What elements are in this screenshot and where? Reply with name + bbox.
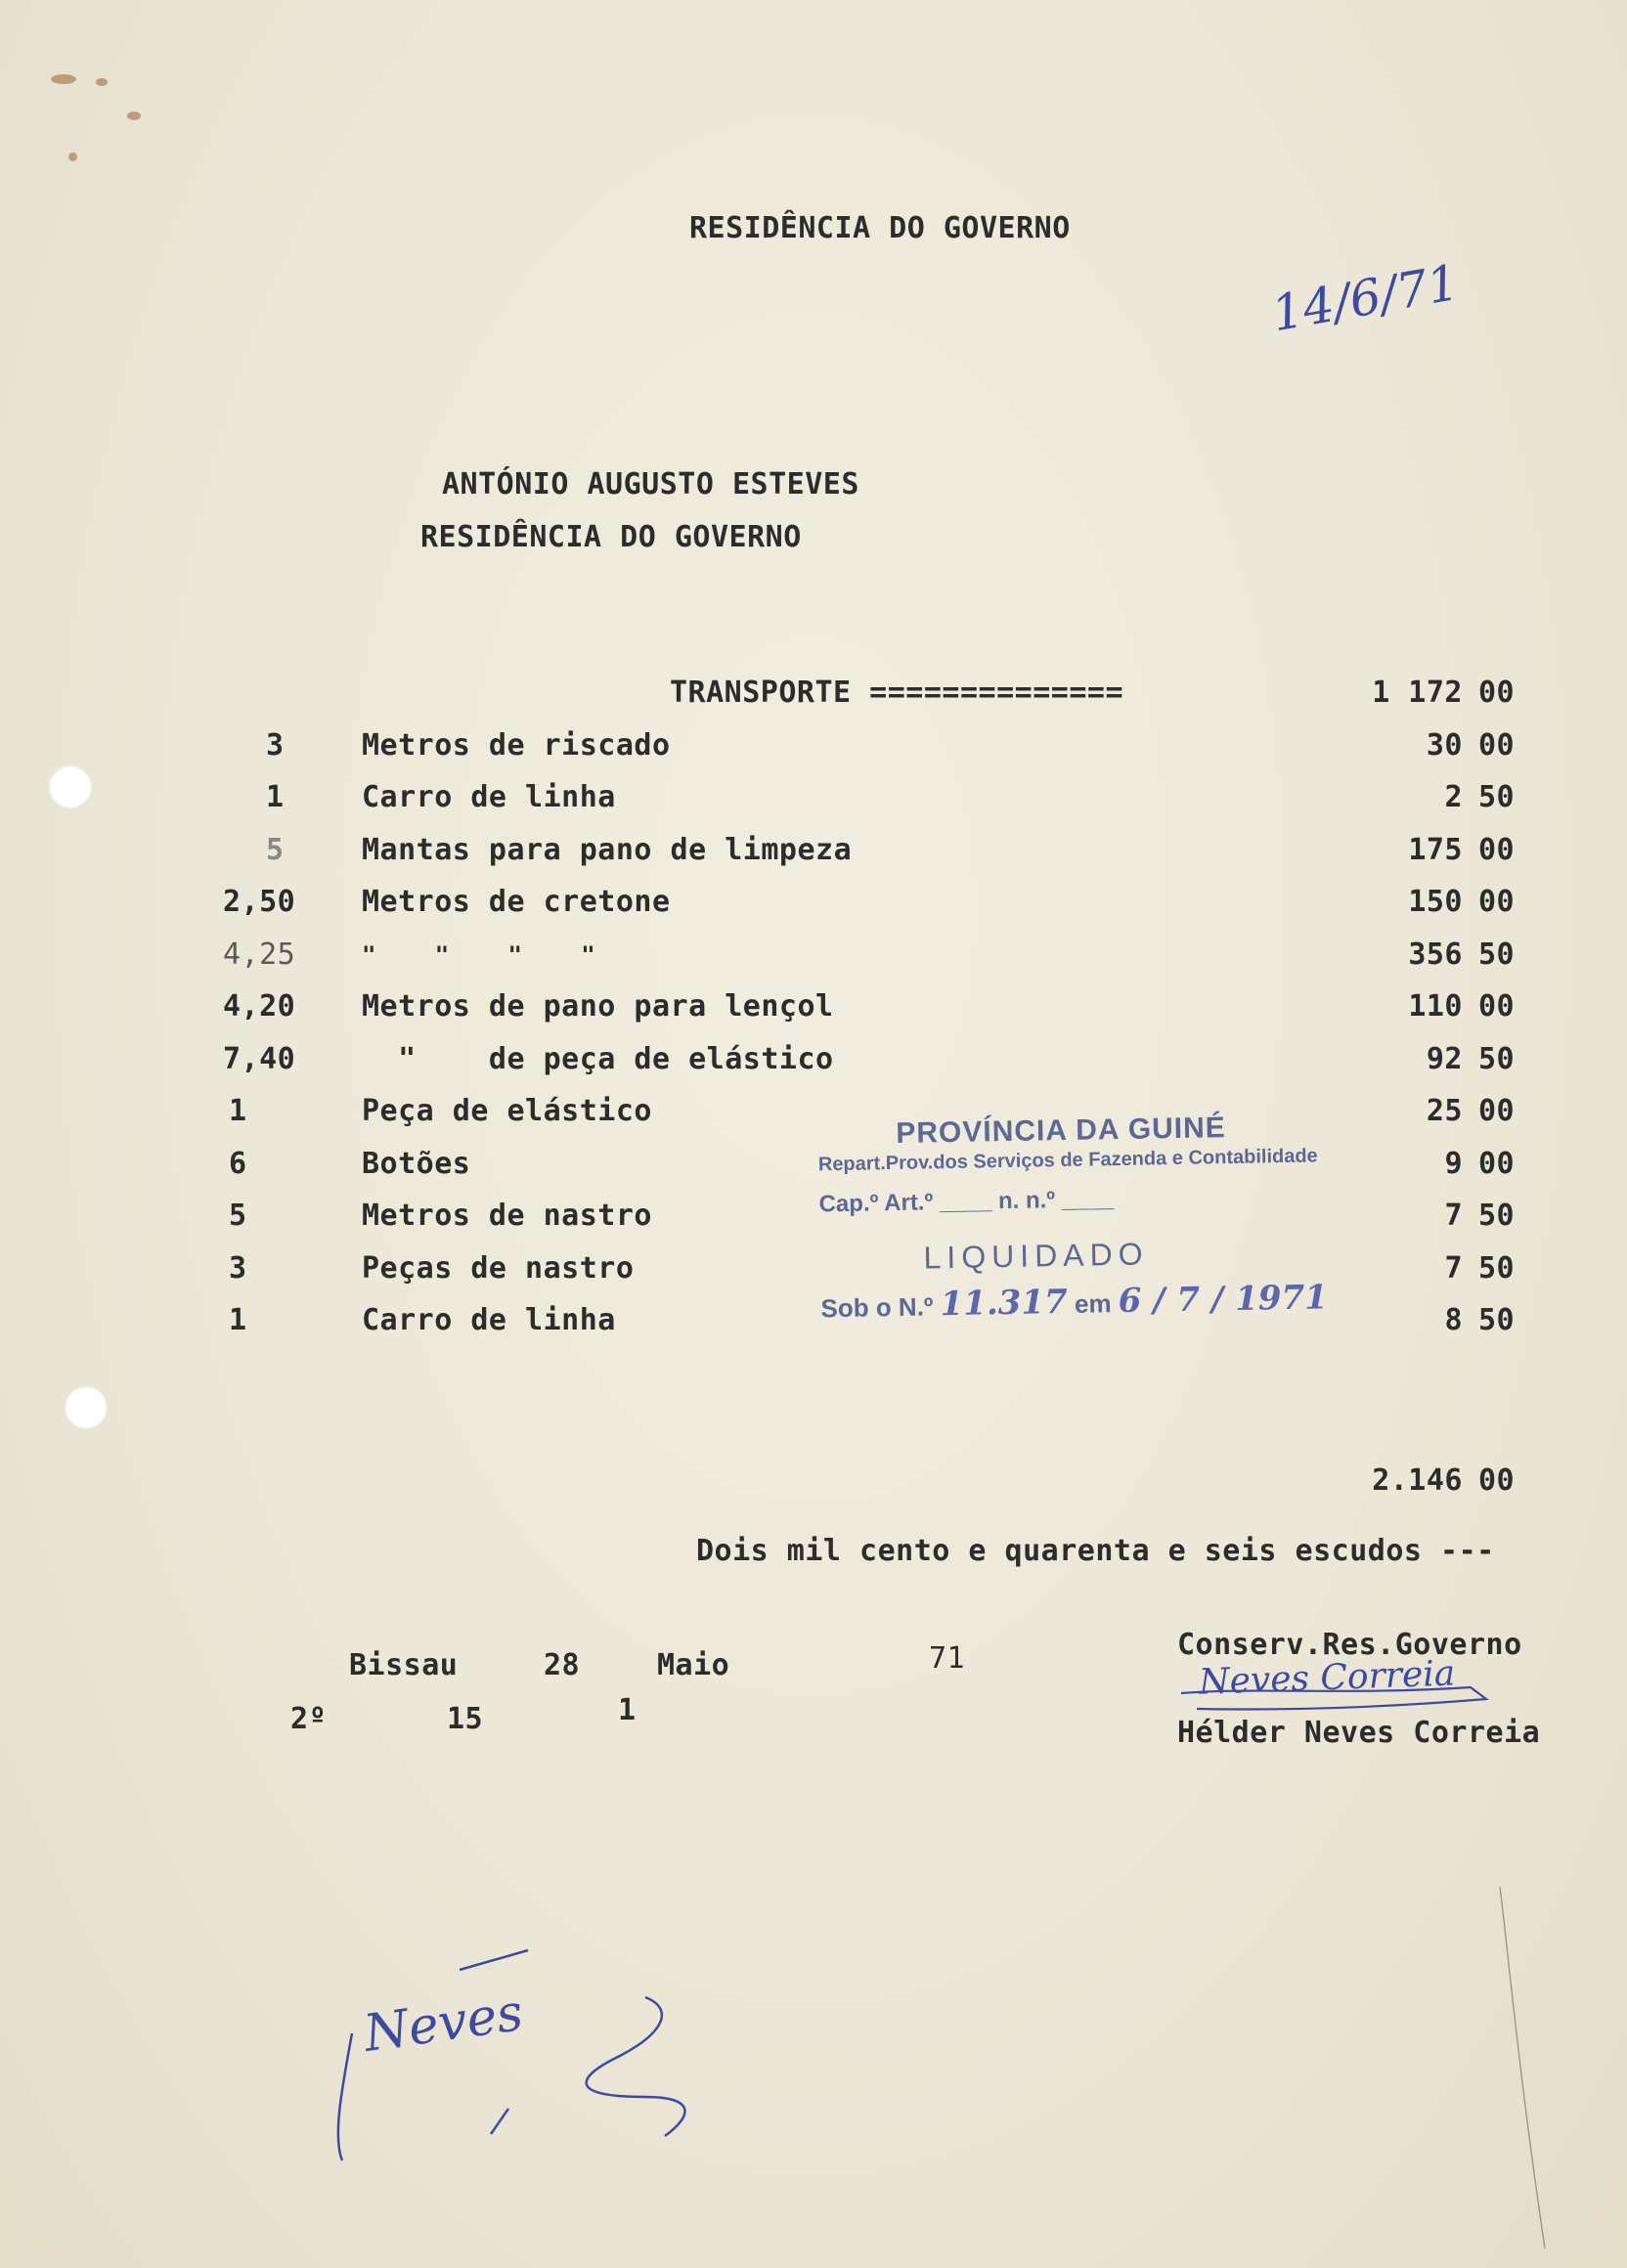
item-description: Carro de linha xyxy=(362,780,616,814)
transport-amount: 1 172 xyxy=(1372,676,1463,710)
rust-stain xyxy=(51,74,76,84)
stamp-date-prefix: em xyxy=(1074,1288,1112,1319)
item-cents: 00 xyxy=(1478,728,1516,763)
item-cents: 50 xyxy=(1478,1042,1516,1076)
item-description: Botões xyxy=(362,1147,471,1181)
rust-stain xyxy=(127,111,141,120)
total-amount: 2.146 xyxy=(1372,1463,1463,1498)
signatory-signature: Neves Correia xyxy=(1198,1653,1456,1703)
table-row xyxy=(0,1304,1627,1355)
code-c: 1 xyxy=(618,1693,637,1727)
item-cents: 50 xyxy=(1478,1303,1516,1337)
item-qty: 4,25 xyxy=(223,938,296,972)
code-b: 15 xyxy=(447,1702,484,1736)
item-description: Metros de nastro xyxy=(362,1199,652,1233)
day: 28 xyxy=(544,1648,581,1682)
year: 71 xyxy=(929,1641,966,1676)
signature-underline xyxy=(1177,1679,1500,1719)
item-qty: 6 xyxy=(229,1147,247,1181)
item-amount: 30 xyxy=(1426,728,1463,763)
item-description: Peças de nastro xyxy=(362,1251,635,1286)
item-amount: 110 xyxy=(1408,989,1463,1024)
item-description: Metros de pano para lençol xyxy=(362,989,834,1024)
recipient-office: RESIDÊNCIA DO GOVERNO xyxy=(420,520,802,554)
item-amount: 8 xyxy=(1444,1303,1463,1337)
item-cents: 50 xyxy=(1478,1251,1516,1286)
item-amount: 356 xyxy=(1408,938,1463,972)
signatory-role: Conserv.Res.Governo xyxy=(1177,1628,1522,1662)
item-qty: 5 xyxy=(229,1199,247,1233)
recipient-name: ANTÓNIO AUGUSTO ESTEVES xyxy=(442,467,859,502)
item-qty: 5 xyxy=(266,833,285,867)
total-cents: 00 xyxy=(1478,1463,1516,1498)
punch-hole-bottom xyxy=(65,1386,108,1429)
item-qty: 3 xyxy=(229,1251,247,1286)
page-header: RESIDÊNCIA DO GOVERNO xyxy=(689,211,1071,245)
item-qty: 3 xyxy=(266,728,285,763)
item-description: Metros de riscado xyxy=(362,728,671,763)
transport-cents: 00 xyxy=(1478,676,1516,710)
item-cents: 00 xyxy=(1478,1094,1516,1128)
item-cents: 50 xyxy=(1478,1199,1516,1233)
table-row xyxy=(0,781,1627,832)
month: Maio xyxy=(657,1648,730,1682)
item-description: " " " " xyxy=(362,941,596,969)
item-cents: 00 xyxy=(1478,885,1516,919)
item-cents: 00 xyxy=(1478,989,1516,1024)
total-in-words: Dois mil cento e quarenta e seis escudos --- xyxy=(696,1534,1495,1568)
table-row xyxy=(0,1199,1627,1250)
bottom-signature: Neves xyxy=(360,1983,527,2065)
item-qty: 1 xyxy=(266,780,285,814)
item-amount: 2 xyxy=(1444,780,1463,814)
bottom-signature-strokes xyxy=(323,1941,714,2175)
item-description: Mantas para pano de limpeza xyxy=(362,833,853,867)
item-qty: 1 xyxy=(229,1303,247,1337)
transport-label: TRANSPORTE ============== xyxy=(670,676,1124,710)
item-qty: 2,50 xyxy=(223,885,296,919)
item-qty: 1 xyxy=(229,1094,247,1128)
stamp-status: LIQUIDADO xyxy=(923,1236,1149,1276)
item-amount: 9 xyxy=(1444,1147,1463,1181)
stamp-number: 11.317 xyxy=(940,1282,1069,1325)
table-row xyxy=(0,938,1627,989)
paper-crease xyxy=(1496,1887,1555,2258)
item-amount: 150 xyxy=(1408,885,1463,919)
total-row xyxy=(0,1464,1627,1515)
item-qty: 4,20 xyxy=(223,989,296,1024)
item-description: Carro de linha xyxy=(362,1303,616,1337)
stamp-fields: Cap.º Art.º ____ n. n.º ____ xyxy=(818,1186,1115,1218)
table-row xyxy=(0,1095,1627,1146)
signatory-name: Hélder Neves Correia xyxy=(1177,1716,1541,1750)
table-row xyxy=(0,834,1627,885)
city: Bissau xyxy=(349,1648,459,1682)
item-cents: 00 xyxy=(1478,1147,1516,1181)
item-amount: 25 xyxy=(1426,1094,1463,1128)
handwritten-date: 14/6/71 xyxy=(1267,253,1464,343)
item-amount: 7 xyxy=(1444,1251,1463,1286)
stamp-province: PROVÍNCIA DA GUINÉ xyxy=(896,1112,1227,1150)
item-amount: 92 xyxy=(1426,1042,1463,1076)
table-row xyxy=(0,1043,1627,1094)
transport-row xyxy=(0,676,1627,727)
item-amount: 175 xyxy=(1408,833,1463,867)
rust-stain xyxy=(68,153,77,161)
stamp-number-prefix: Sob o N.º xyxy=(820,1291,934,1324)
item-amount: 7 xyxy=(1444,1199,1463,1233)
item-cents: 00 xyxy=(1478,833,1516,867)
rust-stain xyxy=(96,78,108,86)
item-description: Metros de cretone xyxy=(362,885,671,919)
item-cents: 50 xyxy=(1478,780,1516,814)
table-row xyxy=(0,886,1627,937)
stamp-department: Repart.Prov.dos Serviços de Fazenda e Contabilidade xyxy=(817,1145,1318,1176)
table-row xyxy=(0,1148,1627,1199)
item-cents: 50 xyxy=(1478,938,1516,972)
table-row xyxy=(0,990,1627,1041)
item-qty: 7,40 xyxy=(223,1042,296,1076)
item-description: " de peça de elástico xyxy=(362,1042,834,1076)
stamp-registration xyxy=(820,1278,1328,1326)
item-description: Peça de elástico xyxy=(362,1094,652,1128)
table-row xyxy=(0,729,1627,780)
liquidation-stamp xyxy=(817,1111,1329,1339)
code-a: 2º xyxy=(290,1702,328,1736)
stamp-date: 6 / 7 / 1971 xyxy=(1118,1278,1329,1322)
table-row xyxy=(0,1252,1627,1303)
